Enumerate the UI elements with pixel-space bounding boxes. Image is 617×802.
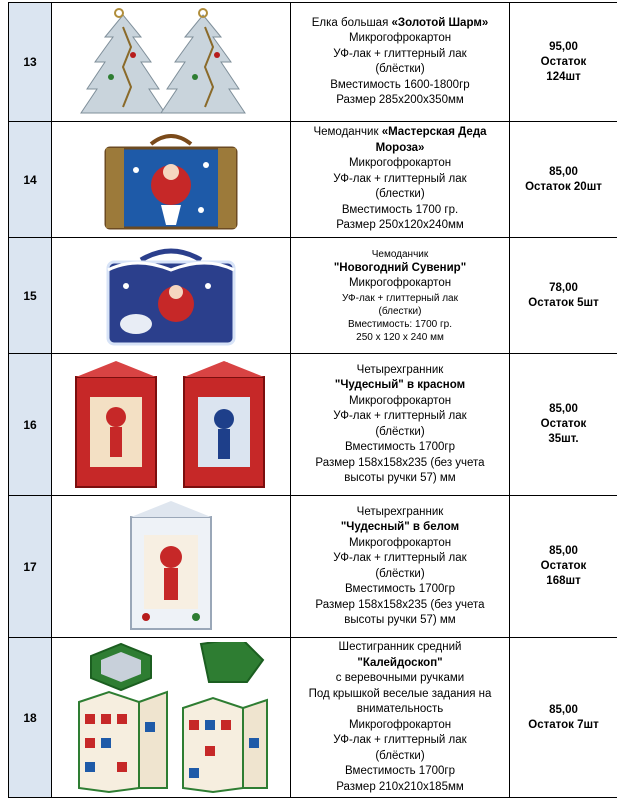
table-row — [9, 638, 617, 798]
product-description — [291, 354, 510, 496]
product-title: «Мастерская Деда — [381, 126, 487, 139]
desc-line: внимательность — [356, 703, 444, 715]
gift-box-tree-image — [71, 7, 271, 117]
price-stock — [510, 238, 617, 354]
desc-line: Вместимость 1700гр — [345, 441, 455, 453]
desc-line: Размер 158х158х235 (без учета — [315, 598, 485, 611]
desc-line: Размер 250х120х240мм — [336, 219, 464, 232]
desc-line: (блёстки) — [375, 63, 425, 75]
desc-line: Микрогофрокартон — [348, 536, 452, 549]
product-title: "Новогодний Сувенир" — [333, 261, 467, 274]
desc-line: УФ-лак + глиттерный лак — [333, 410, 467, 422]
product-image-cell — [52, 238, 291, 354]
stock: Остаток 7шт — [528, 718, 599, 731]
table-row — [9, 122, 617, 238]
price-stock — [510, 638, 617, 798]
desc-line: Вместимость 1700гр — [345, 765, 455, 777]
gift-box-suitcase-image — [96, 246, 246, 346]
product-image-cell — [52, 638, 291, 798]
product-type: Чемоданчик — [313, 126, 382, 139]
table-row — [9, 3, 617, 122]
desc-line: Вместимость 1700 гр. — [341, 203, 459, 216]
product-image-cell — [52, 354, 291, 496]
product-type: Четырехгранник — [356, 505, 444, 518]
product-description — [291, 238, 510, 354]
table-row — [9, 354, 617, 496]
desc-line: Размер 285х200х350мм — [336, 94, 464, 106]
price: 85,00 — [549, 165, 578, 178]
stock-count: 124шт — [546, 70, 581, 83]
desc-line: (блестки) — [375, 188, 425, 201]
gift-box-suitcase-image — [96, 130, 246, 230]
product-image-cell — [52, 496, 291, 638]
stock-count: 35шт. — [548, 433, 579, 445]
desc-line: Под крышкой веселые задания на — [308, 687, 492, 700]
product-description — [291, 496, 510, 638]
product-type: Четырехгранник — [356, 363, 444, 376]
product-image-cell — [52, 122, 291, 238]
desc-line: (блёстки) — [375, 749, 425, 762]
desc-line: Размер 210х210х185мм — [336, 780, 464, 793]
stock: Остаток 20шт — [525, 180, 602, 193]
product-title-cont: Мороза» — [375, 141, 425, 154]
product-title: "Чудесный" в белом — [340, 521, 460, 533]
desc-line: УФ-лак + глиттерный лак — [342, 292, 458, 304]
product-type: Елка большая — [311, 16, 392, 29]
price: 78,00 — [549, 281, 578, 294]
desc-line: (блестки) — [378, 305, 422, 317]
price: 85,00 — [549, 703, 578, 716]
table-row — [9, 496, 617, 638]
row-number: 14 — [9, 122, 52, 238]
price: 95,00 — [549, 40, 578, 53]
stock-label: Остаток — [540, 55, 587, 68]
desc-line: 250 х 120 х 240 мм — [356, 331, 444, 343]
product-description — [291, 638, 510, 798]
desc-line: УФ-лак + глиттерный лак — [333, 734, 467, 746]
desc-line: Микрогофрокартон — [348, 32, 452, 44]
desc-line: УФ-лак + глиттерный лак — [333, 47, 467, 60]
desc-line: УФ-лак + глиттерный лак — [333, 552, 467, 564]
desc-line: Размер 158х158х235 (без учета — [315, 456, 485, 469]
desc-line: Микрогофрокартон — [348, 277, 452, 289]
price-stock — [510, 3, 617, 122]
stock-label: Остаток — [540, 418, 587, 430]
row-number: 17 — [9, 496, 52, 638]
product-image-cell — [52, 3, 291, 122]
desc-line: Микрогофрокартон — [348, 718, 452, 731]
gift-box-hexagon-image — [71, 642, 271, 794]
product-table — [8, 2, 617, 798]
desc-line: Вместимость 1700гр — [345, 583, 455, 595]
row-number: 15 — [9, 238, 52, 354]
product-type: Чемоданчик — [371, 248, 429, 260]
desc-line: высоты ручки 57) мм — [344, 472, 456, 484]
desc-line: УФ-лак + глиттерный лак — [333, 172, 467, 185]
product-description — [291, 3, 510, 122]
gift-box-white-image — [116, 499, 226, 635]
product-title: "Калейдоскоп" — [357, 656, 443, 669]
stock-label: Остаток — [540, 560, 587, 572]
price: 85,00 — [549, 403, 578, 415]
price-stock — [510, 496, 617, 638]
row-number: 13 — [9, 3, 52, 122]
desc-line: Микрогофрокартон — [348, 394, 452, 407]
stock-count: 168шт — [546, 575, 581, 587]
desc-line: (блёстки) — [375, 425, 425, 438]
product-title: "Чудесный" в красном — [334, 379, 466, 391]
product-type: Шестигранник средний — [338, 641, 462, 653]
stock: Остаток 5шт — [528, 296, 599, 309]
price-stock — [510, 122, 617, 238]
desc-line: Вместимость: 1700 гр. — [348, 318, 452, 330]
row-number: 18 — [9, 638, 52, 798]
desc-line: (блёстки) — [375, 567, 425, 580]
desc-line: с веревочными ручками — [335, 672, 465, 684]
product-title: «Золотой Шарм» — [391, 16, 489, 29]
desc-line: Микрогофрокартон — [348, 157, 452, 170]
gift-box-red-image — [66, 357, 276, 493]
desc-line: высоты ручки 57) мм — [344, 614, 456, 626]
desc-line: Вместимость 1600-1800гр — [330, 78, 470, 91]
table-row — [9, 238, 617, 354]
price-stock — [510, 354, 617, 496]
price: 85,00 — [549, 545, 578, 557]
row-number: 16 — [9, 354, 52, 496]
product-description — [291, 122, 510, 238]
